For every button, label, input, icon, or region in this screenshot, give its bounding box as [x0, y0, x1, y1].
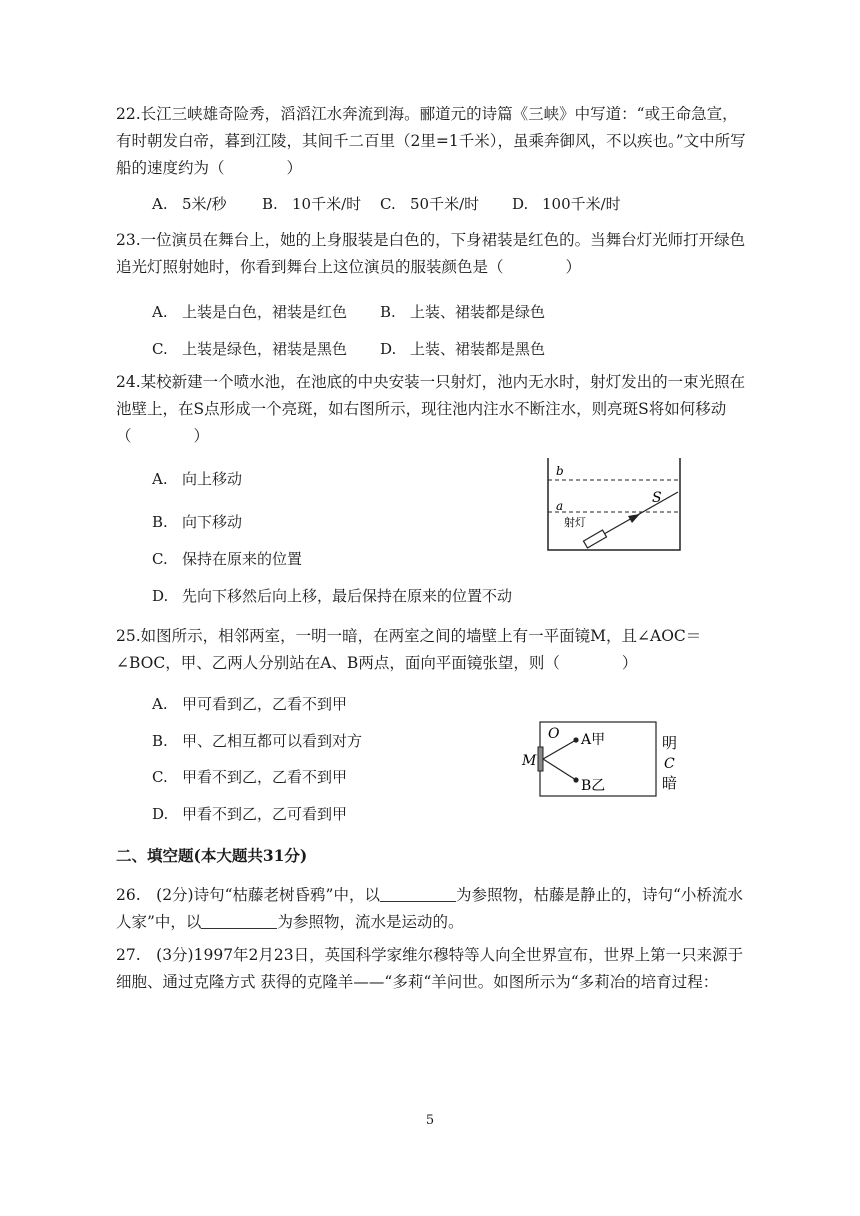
q22-option-b: B. 10千米/时 [262, 195, 362, 213]
label-b: b [556, 464, 564, 478]
label-m: M [522, 753, 537, 769]
q23-option-d: D. 上装、裙装都是黑色 [380, 340, 546, 358]
q25-option-d: D. 甲看不到乙，乙可看到甲 [152, 805, 348, 823]
label-c: C [664, 756, 675, 772]
light-ray [604, 492, 678, 534]
q22-option-d: D. 100千米/时 [512, 195, 621, 213]
answer-blank-1[interactable] [380, 885, 456, 902]
q24-option-b: B. 向下移动 [152, 513, 243, 531]
q24-option-a: A. 向上移动 [152, 470, 243, 488]
question-25-text: 25.如图所示，相邻两室，一明一暗，在两室之间的墙壁上有一平面镜M，且∠AOC＝∠BOC，甲、乙两人分别站在A、B两点，面向平面镜张望，则（ ） [116, 627, 702, 672]
label-b-person: B乙 [581, 778, 606, 794]
label-a-person: A甲 [581, 732, 606, 748]
label-dark: 暗 [662, 774, 678, 792]
answer-blank-2[interactable] [201, 912, 277, 929]
label-o: O [548, 726, 560, 742]
ray-ob [543, 759, 576, 780]
q24-option-d: D. 先向下移然后向上移，最后保持在原来的位置不动 [152, 587, 513, 605]
label-s: S [652, 490, 662, 506]
q25-option-c: C. 甲看不到乙，乙看不到甲 [152, 768, 348, 786]
question-26-text: 26. (2分)诗句“枯藤老树昏鸦”中，以 为参照物，枯藤是静止的，诗句“小桥流水人家”中，以 为参照物，流水是运动的。 [116, 886, 743, 931]
point-a [573, 737, 578, 742]
q23-option-a: A. 上装是白色，裙装是红色 [152, 303, 348, 321]
pool-spotlight-figure [540, 452, 690, 560]
question-22-text: 22.长江三峡雄奇险秀，滔滔江水奔流到海。郦道元的诗篇《三峡》中写道：“或王命急宣，有时朝发白帝，暮到江陵，其间千二百里（2里=1千米），虽乘奔御风，不以疾也。”文中所写船的速度约为（ ） [116, 105, 746, 177]
q25-option-a: A. 甲可看到乙，乙看不到甲 [152, 695, 348, 713]
q23-option-b: B. 上装、裙装都是绿色 [380, 303, 546, 321]
q24-option-c: C. 保持在原来的位置 [152, 550, 303, 568]
spotlight-lamp [583, 530, 606, 548]
point-b [573, 777, 578, 782]
question-24-text: 24.某校新建一个喷水池，在池底的中央安装一只射灯，池内无水时，射灯发出的一束光照在池壁上，在S点形成一个亮斑，如右图所示，现往池内注水不断注水，则亮斑S将如何移动（ ） [116, 373, 746, 445]
q25-option-b: B. 甲、乙相互都可以看到对方 [152, 732, 363, 750]
section-title: 二、填空题(本大题共31分) [116, 846, 308, 865]
q23-option-c: C. 上装是绿色，裙装是黑色 [152, 340, 348, 358]
ray-oa [543, 740, 576, 759]
ray-arrow-icon [628, 514, 640, 523]
page-number: 5 [425, 1113, 435, 1128]
mirror-m [538, 747, 543, 771]
question-27-text: 27. (3分)1997年2月23日，英国科学家维尔穆特等人向全世界宣布，世界上第一只来源于细胞、通过克隆方式 获得的克隆羊——“多莉“羊问世。如图所示为“多莉冶的培育过程： [116, 946, 744, 991]
label-bright: 明 [662, 734, 678, 752]
label-a: a [556, 499, 564, 513]
label-lamp: 射灯 [564, 516, 586, 529]
q22-option-c: C. 50千米/时 [380, 195, 480, 213]
question-23-text: 23.一位演员在舞台上，她的上身服装是白色的，下身裙装是红色的。当舞台灯光师打开绿色追光灯照射她时，你看到舞台上这位演员的服装颜色是（ ） [116, 231, 746, 276]
q22-option-a: A. 5米/秒 [152, 195, 227, 213]
mirror-rooms-figure [518, 716, 690, 802]
